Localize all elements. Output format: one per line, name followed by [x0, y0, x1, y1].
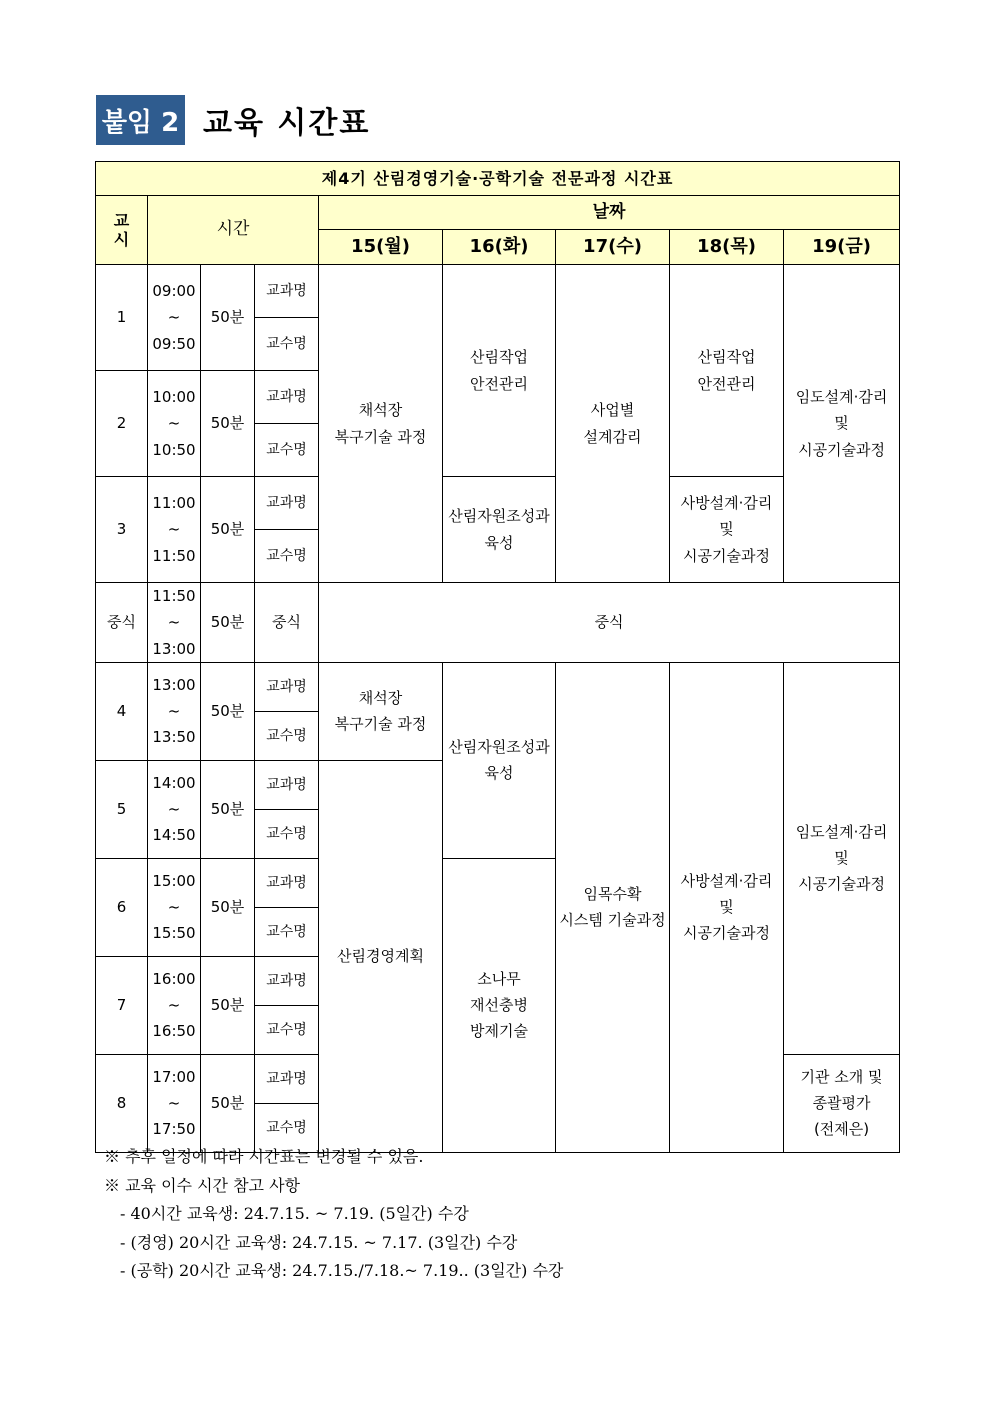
- day-header-wed: 17(수): [556, 230, 670, 265]
- period-duration: 50분: [201, 371, 255, 477]
- period-number: 7: [96, 956, 148, 1054]
- period-duration: 50분: [201, 1054, 255, 1152]
- note-schedule-change: ※ 추후 일정에 따라 시간표는 변경될 수 있음.: [104, 1147, 424, 1166]
- period-time: 15:00 ~ 15:50: [148, 858, 201, 956]
- lunch-number: 중식: [96, 583, 148, 663]
- professor-label: 교수명: [255, 809, 319, 858]
- lunch-content: 중식: [319, 583, 900, 663]
- date-header: 날짜: [319, 196, 900, 230]
- period-duration: 50분: [201, 858, 255, 956]
- professor-label: 교수명: [255, 1103, 319, 1152]
- professor-label: 교수명: [255, 530, 319, 583]
- period-header: 교 시: [96, 196, 148, 265]
- subject-label: 교과명: [255, 265, 319, 318]
- course-tue-am-1: 산림작업 안전관리: [443, 265, 556, 477]
- subject-label: 교과명: [255, 1054, 319, 1103]
- professor-label: 교수명: [255, 318, 319, 371]
- period-duration: 50분: [201, 477, 255, 583]
- period-time: 11:00 ~ 11:50: [148, 477, 201, 583]
- period-number: 6: [96, 858, 148, 956]
- course-tue-pm-2: 소나무 재선충병 방제기술: [443, 858, 556, 1152]
- table-row: [96, 265, 900, 318]
- table-row: [96, 662, 900, 711]
- period-number: 5: [96, 760, 148, 858]
- day-header-mon: 15(월): [319, 230, 443, 265]
- note-item: - 40시간 교육생: 24.7.15. ~ 7.19. (5일간) 수강: [120, 1204, 469, 1223]
- lunch-row: [96, 583, 900, 663]
- course-mon-pm-1: 채석장 복구기술 과정: [319, 662, 443, 760]
- professor-label: 교수명: [255, 1005, 319, 1054]
- subject-label: 교과명: [255, 760, 319, 809]
- attachment-badge: 붙임 2: [96, 95, 185, 145]
- course-mon-pm-2: 산림경영계획: [319, 760, 443, 1152]
- course-wed-am: 사업별 설계감리: [556, 265, 670, 583]
- period-time: 17:00 ~ 17:50: [148, 1054, 201, 1152]
- subject-label: 교과명: [255, 662, 319, 711]
- lunch-time: 11:50 ~ 13:00: [148, 583, 201, 663]
- period-duration: 50분: [201, 956, 255, 1054]
- course-mon-am: 채석장 복구기술 과정: [319, 265, 443, 583]
- period-time: 14:00 ~ 14:50: [148, 760, 201, 858]
- subject-label: 교과명: [255, 858, 319, 907]
- course-fri-pm-2: 기관 소개 및 종괄평가 (전제은): [784, 1054, 900, 1152]
- period-time: 13:00 ~ 13:50: [148, 662, 201, 760]
- period-time: 09:00 ~ 09:50: [148, 265, 201, 371]
- lunch-duration: 50분: [201, 583, 255, 663]
- day-header-fri: 19(금): [784, 230, 900, 265]
- table-row: [96, 477, 900, 530]
- time-header: 시간: [148, 196, 319, 265]
- notes: [104, 1143, 563, 1286]
- course-tue-am-2: 산림자원조성과 육성: [443, 477, 556, 583]
- subject-label: 교과명: [255, 956, 319, 1005]
- subject-label: 교과명: [255, 477, 319, 530]
- note-item: - (공학) 20시간 교육생: 24.7.15./7.18.~ 7.19.. (3일간) 수강: [120, 1261, 564, 1280]
- day-header-tue: 16(화): [443, 230, 556, 265]
- period-duration: 50분: [201, 760, 255, 858]
- timetable: [95, 161, 900, 1153]
- course-thu-am-1: 산림작업 안전관리: [670, 265, 784, 477]
- course-tue-pm-1: 산림자원조성과 육성: [443, 662, 556, 858]
- note-item: - (경영) 20시간 교육생: 24.7.15. ~ 7.17. (3일간) 수강: [120, 1232, 518, 1252]
- period-duration: 50분: [201, 662, 255, 760]
- period-number: 4: [96, 662, 148, 760]
- heading: [96, 95, 370, 145]
- period-duration: 50분: [201, 265, 255, 371]
- timetable-title: 제4기 산림경영기술·공학기술 전문과정 시간표: [96, 162, 900, 196]
- note-reference-title: ※ 교육 이수 시간 참고 사항: [104, 1175, 300, 1195]
- page-title: 교육 시간표: [203, 106, 371, 141]
- day-header-thu: 18(목): [670, 230, 784, 265]
- subject-label: 교과명: [255, 371, 319, 424]
- course-thu-am-2: 사방설계·감리 및 시공기술과정: [670, 477, 784, 583]
- period-number: 3: [96, 477, 148, 583]
- course-fri-am: 임도설계·감리 및 시공기술과정: [784, 265, 900, 583]
- professor-label: 교수명: [255, 711, 319, 760]
- professor-label: 교수명: [255, 424, 319, 477]
- professor-label: 교수명: [255, 907, 319, 956]
- course-wed-pm: 임목수확 시스템 기술과정: [556, 662, 670, 1152]
- period-number: 8: [96, 1054, 148, 1152]
- period-number: 1: [96, 265, 148, 371]
- period-time: 16:00 ~ 16:50: [148, 956, 201, 1054]
- period-time: 10:00 ~ 10:50: [148, 371, 201, 477]
- course-thu-pm: 사방설계·감리 및 시공기술과정: [670, 662, 784, 1152]
- period-number: 2: [96, 371, 148, 477]
- lunch-label: 중식: [255, 583, 319, 663]
- course-fri-pm-1: 임도설계·감리 및 시공기술과정: [784, 662, 900, 1054]
